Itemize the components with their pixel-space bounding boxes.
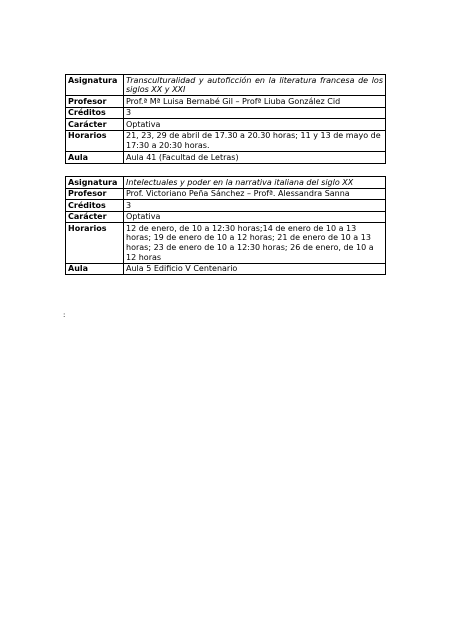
credits-label: Créditos: [66, 107, 124, 119]
table-row: [66, 200, 386, 212]
subject-value: Transculturalidad y autoficción en la literatura francesa de los siglos XX y XXI: [124, 75, 386, 96]
schedule-label: Horarios: [66, 223, 124, 263]
table-row: [66, 211, 386, 223]
schedule-value: 21, 23, 29 de abril de 17.30 a 20.30 horas; 11 y 13 de mayo de 17:30 a 20:30 horas.: [124, 130, 386, 151]
credits-value: 3: [124, 107, 386, 119]
table-row: [66, 223, 386, 263]
room-value: Aula 41 (Facultad de Letras): [124, 152, 386, 164]
room-value: Aula 5 Edificio V Centenario: [124, 263, 386, 275]
table-row: [66, 96, 386, 108]
schedule-value: 12 de enero, de 10 a 12:30 horas;14 de enero de 10 a 13 horas; 19 de enero de 10 a 12 horas; 21 de enero de 10 a 13 horas; 23 de enero de 10 a 12:30 horas; 26 de enero, de 10 a 12 horas: [124, 223, 386, 263]
table-row: [66, 188, 386, 200]
course-table-1: [65, 74, 386, 164]
type-value: Optativa: [124, 211, 386, 223]
room-label: Aula: [66, 152, 124, 164]
schedule-label: Horarios: [66, 130, 124, 151]
table-row: [66, 177, 386, 189]
course-table-2: [65, 176, 386, 275]
professor-value: Prof. Victoriano Peña Sánchez – Profª. Alessandra Sanna: [124, 188, 386, 200]
table-row: [66, 152, 386, 164]
professor-label: Profesor: [66, 96, 124, 108]
table-row: [66, 107, 386, 119]
table-row: [66, 119, 386, 131]
type-label: Carácter: [66, 211, 124, 223]
subject-value: Intelectuales y poder en la narrativa italiana del siglo XX: [124, 177, 386, 189]
subject-label: Asignatura: [66, 177, 124, 189]
subject-label: Asignatura: [66, 75, 124, 96]
credits-label: Créditos: [66, 200, 124, 212]
type-label: Carácter: [66, 119, 124, 131]
table-row: [66, 75, 386, 96]
table-row: [66, 263, 386, 275]
professor-label: Profesor: [66, 188, 124, 200]
room-label: Aula: [66, 263, 124, 275]
type-value: Optativa: [124, 119, 386, 131]
table-row: [66, 130, 386, 151]
credits-value: 3: [124, 200, 386, 212]
stray-colon: :: [63, 311, 66, 319]
professor-value: Prof.ª Mª Luisa Bernabé Gil – Profª Liuba González Cid: [124, 96, 386, 108]
